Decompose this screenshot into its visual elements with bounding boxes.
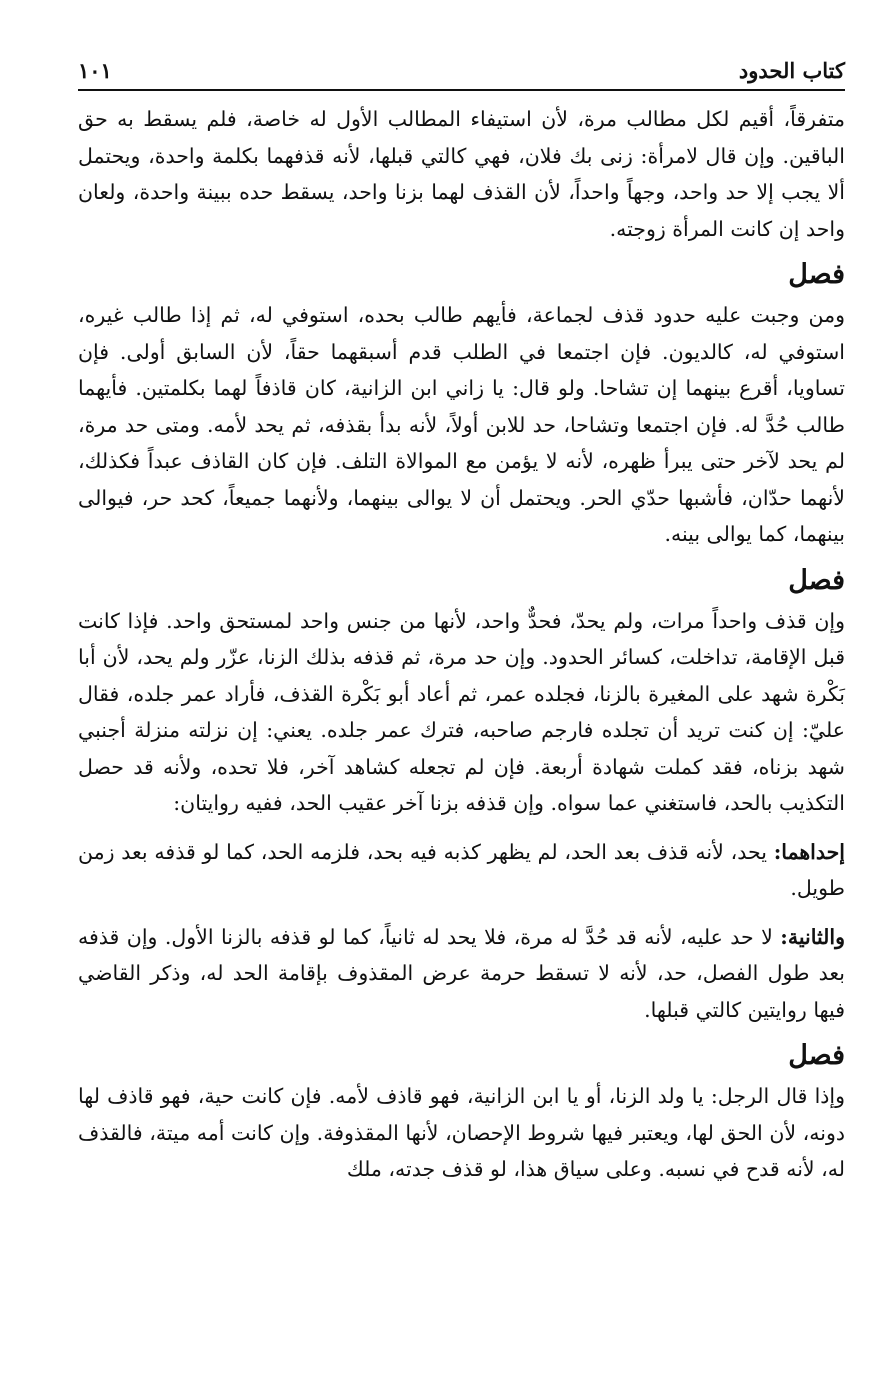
page-number: ١٠١ bbox=[78, 58, 112, 83]
paragraph-4-text: يحد، لأنه قذف بعد الحد، لم يظهر كذبه فيه بحد، فلزمه الحد، كما لو قذفه بعد زمن طويل. bbox=[78, 839, 845, 900]
book-title: كتاب الحدود bbox=[738, 58, 845, 83]
paragraph-4-lead: إحداهما: bbox=[773, 839, 845, 864]
section-heading-3: فصل bbox=[788, 1040, 845, 1071]
paragraph-6: وإذا قال الرجل: يا ولد الزنا، أو يا ابن الزانية، فهو قاذف لأمه. فإن كانت حية، فهو قاذف لها دونه، لأن الحق لها، ويعتبر فيها شروط الإحصان، لأنها المقذوفة. وإن كانت أمه ميتة، فالقذف له، لأنه قدح في نسبه. وعلى سياق هذا، لو قذف جدته، ملك bbox=[78, 1084, 845, 1181]
paragraph-5-text: لا حد عليه، لأنه قد حُدَّ له مرة، فلا يحد له ثانياً، كما لو قذفه بالزنا الأول. وإن قذفه بعد طول الفصل، حد، لأنه لا تسقط حرمة عرض المقذوف بإقامة الحد له، وذكر القاضي فيها روايتين كالتي قبلها. bbox=[78, 924, 845, 1022]
paragraph-2: ومن وجبت عليه حدود قذف لجماعة، فأيهم طالب بحده، استوفي له، ثم إذا طالب غيره، استوفي له، كالديون. فإن اجتمعا في الطلب قدم أسبقهما حقاً، لأن السابق أولى. فإن تساويا، أقرع بينهما إن تشاحا. ولو قال: يا زاني ابن الزانية، كان قاذفاً لهما بكلمتين. فأيهما طالب حُدَّ له. فإن اجتمعا وتشاحا، حد للابن أولاً، لأنه بدأ بقذفه، ثم يحد لأمه. ومتى حد مرة، لم يحد لآخر حتى يبرأ ظهره، لأنه لا يؤمن مع الموالاة التلف. فإن كان القاذف عبداً فكذلك، لأنهما حدّان، فأشبها حدّي الحر. ويحتمل أن لا يوالى بينهما، ولأنهما جميعاً، كحد حر، فيوالى بينهما، كما يوالى بينه. bbox=[78, 303, 845, 546]
paragraph-5 bbox=[78, 919, 845, 1029]
page-header bbox=[78, 58, 845, 89]
section-heading-2: فصل bbox=[788, 564, 845, 596]
paragraph-4 bbox=[78, 834, 845, 907]
paragraph-5-lead: والثانية: bbox=[780, 924, 845, 949]
paragraph-3: وإن قذف واحداً مرات، ولم يحدّ، فحدٌّ واحد، لأنها من جنس واحد لمستحق واحد. فإذا كانت قبل الإقامة، تداخلت، كسائر الحدود. وإن حد مرة، ثم قذفه بذلك الزنا، عزّر ولم يحد، لأن أبا بَكْرة شهد على المغيرة بالزنا، فجلده عمر، ثم أعاد أبو بَكْرة القذف، فأراد عمر جلده، فقال عليّ: إن كنت تريد أن تجلده فارجم صاحبه، فترك عمر جلده. يعني: إن نزلته منزلة أجنبي شهد بزناه، فقد كملت شهادة أربعة. فإن لم تجعله كشاهد آخر، فلا تحده، ولأنه قد حصل التكذيب بالحد، فاستغني عما سواه. وإن قذفه بزنا آخر عقيب الحد، ففيه روايتان: bbox=[78, 608, 845, 815]
header-rule bbox=[78, 89, 845, 91]
section-heading-1: فصل bbox=[788, 259, 845, 290]
paragraph-1: متفرقاً، أقيم لكل مطالب مرة، لأن استيفاء المطالب الأول له خاصة، فلم يسقط به حق الباقين. وإن قال لامرأة: زنى بك فلان، فهي كالتي قبلها، لأنه قذفهما بكلمة واحدة، ويحتمل ألا يجب إلا حد واحد، وجهاً واحداً، لأن القذف لهما بزنا واحد، يسقط حده ببينة واحدة، ولعان واحد إن كانت المرأة زوجته. bbox=[78, 107, 845, 241]
